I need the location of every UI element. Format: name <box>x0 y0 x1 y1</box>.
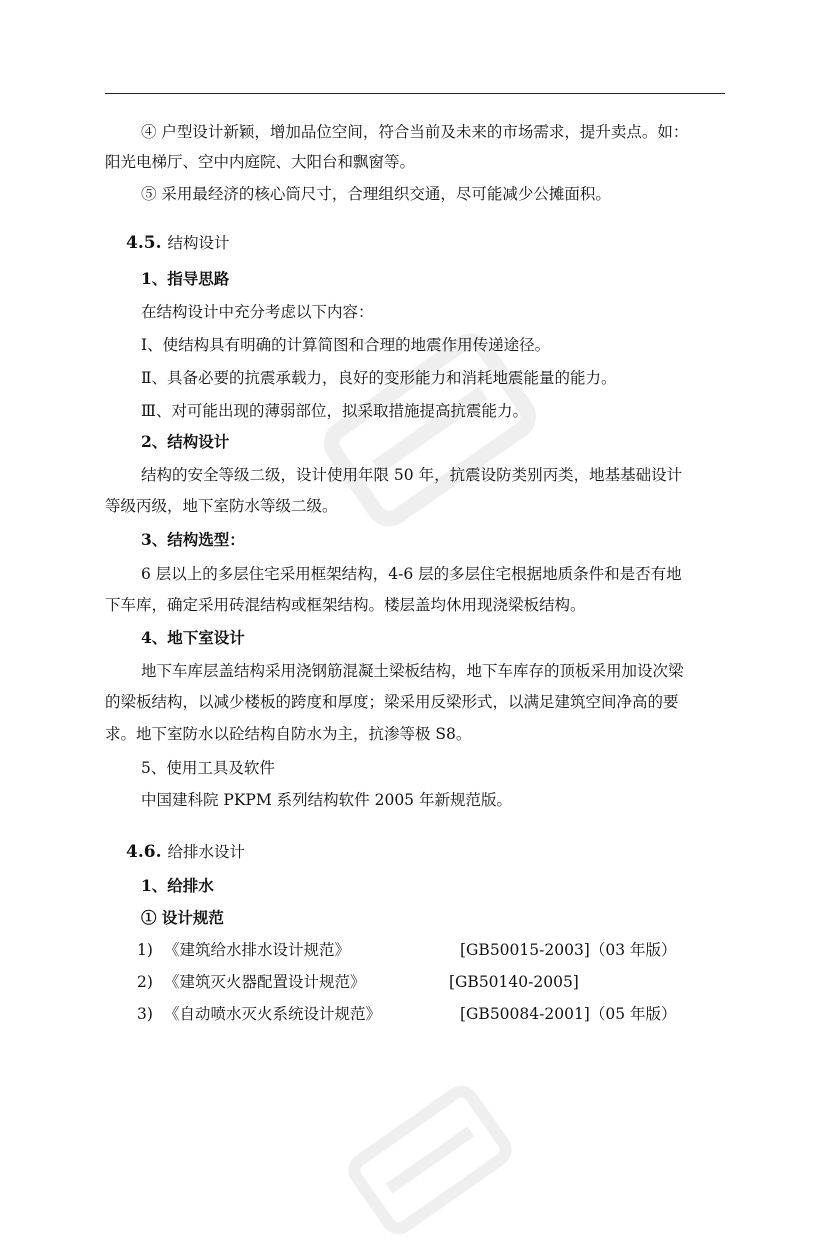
item4-line2: 阳光电梯厅、空中内庭院、大阳台和飘窗等。 <box>105 153 416 171</box>
norm-index: 1) <box>137 941 153 959</box>
sub4-line3: 求。地下室防水以砼结构自防水为主，抗渗等极 S8。 <box>105 725 472 743</box>
norm-name: 《建筑灭火器配置设计规范》 <box>164 973 366 991</box>
sub1-item-1: Ⅰ、使结构具有明确的计算简图和合理的地震作用传递途径。 <box>141 336 551 354</box>
sub3-line2: 下车库，确定采用砖混结构或框架结构。楼层盖均休用现浇梁板结构。 <box>105 596 586 614</box>
norm-code: [GB50084-2001]（05 年版） <box>460 1005 677 1023</box>
section-number: 4.5. <box>126 233 162 253</box>
section-title: 结构设计 <box>167 234 230 252</box>
norm-code: [GB50140-2005] <box>449 973 579 991</box>
subheading-1: 1、指导思路 <box>141 269 230 288</box>
subheading-4: 4、地下室设计 <box>141 628 245 647</box>
norm-index: 2) <box>137 973 153 991</box>
section-45-heading <box>126 233 230 253</box>
subheading-3: 3、结构选型： <box>141 530 245 549</box>
sub2-line2: 等级丙级，地下室防水等级二级。 <box>105 497 338 515</box>
norm-index: 3) <box>137 1005 153 1023</box>
sub2-line1: 结构的安全等级二级，设计使用年限 50 年，抗震设防类别丙类，地基基础设计 <box>141 466 683 484</box>
subheading-2: 2、结构设计 <box>141 432 230 451</box>
sub1-item-3: Ⅲ、对可能出现的薄弱部位，拟采取措施提高抗震能力。 <box>141 402 528 420</box>
section-title: 给排水设计 <box>167 843 246 861</box>
sub1-item-2: Ⅱ、具备必要的抗震承载力，良好的变形能力和消耗地震能量的能力。 <box>141 369 617 387</box>
sub3-line1: 6 层以上的多层住宅采用框架结构，4-6 层的多层住宅根据地质条件和是否有地 <box>141 565 682 583</box>
norm-name: 《建筑给水排水设计规范》 <box>164 941 351 959</box>
norm-code: [GB50015-2003]（03 年版） <box>460 941 677 959</box>
norm-name: 《自动喷水灭火系统设计规范》 <box>164 1005 382 1023</box>
item4-line1: ④ 户型设计新颖，增加品位空间，符合当前及未来的市场需求，提升卖点。如： <box>141 123 689 141</box>
subheading-water: 1、给排水 <box>141 876 214 895</box>
section-46-heading <box>126 842 245 862</box>
sub5-line1: 中国建科院 PKPM 系列结构软件 2005 年新规范版。 <box>141 791 512 809</box>
sub4-line1: 地下车库层盖结构采用浇钢筋混凝土梁板结构，地下车库存的顶板采用加设次梁 <box>141 662 684 680</box>
item5-text: ⑤ 采用最经济的核心筒尺寸，合理组织交通，尽可能减少公摊面积。 <box>141 185 611 203</box>
header-rule <box>105 93 725 94</box>
watermark-logo-bottom <box>330 1060 530 1260</box>
section-number: 4.6. <box>126 842 162 862</box>
subheading-norms: ① 设计规范 <box>141 908 224 927</box>
sub1-intro: 在结构设计中充分考虑以下内容： <box>141 303 374 321</box>
sub4-line2: 的梁板结构，以减少楼板的跨度和厚度；梁采用反梁形式，以满足建筑空间净高的要 <box>105 693 679 711</box>
subheading-5: 5、使用工具及软件 <box>141 759 275 777</box>
